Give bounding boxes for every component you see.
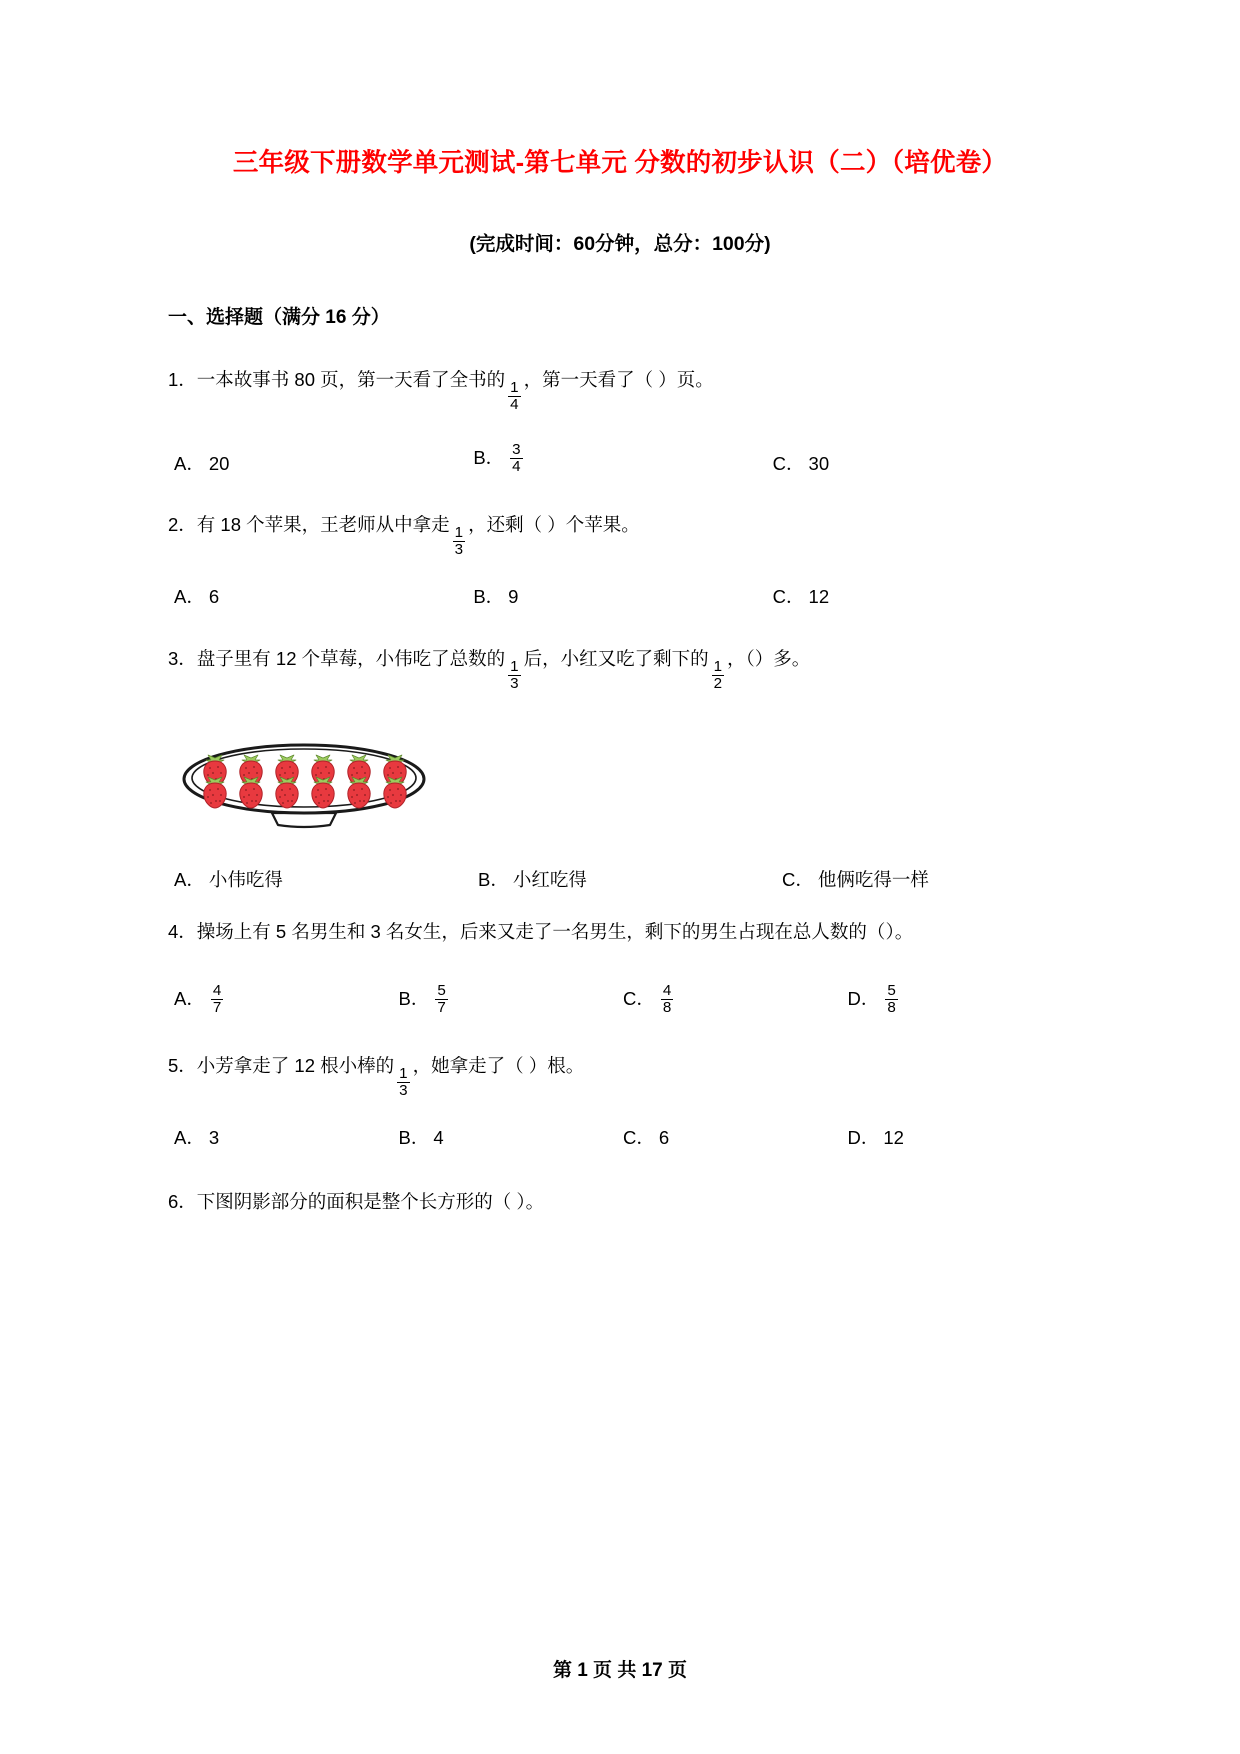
question-3-option-a[interactable]: [168, 870, 464, 890]
option-label: D．: [847, 987, 880, 1009]
fraction-numerator: 5: [887, 982, 896, 1000]
question-3-fraction-2: [712, 659, 724, 691]
option-text: 6: [208, 586, 220, 608]
fraction-numerator: 1: [454, 524, 464, 542]
strawberry: [348, 777, 370, 808]
question-3-stem-part3: ，（）多。: [727, 647, 811, 669]
option-label: B．: [478, 869, 509, 891]
option-text: 6: [658, 1127, 670, 1149]
fraction-denominator: 3: [510, 674, 519, 692]
question-3-option-b[interactable]: [464, 870, 768, 890]
question-3: [168, 608, 1072, 691]
option-label: A．: [174, 869, 205, 891]
fraction-numerator: 1: [510, 658, 519, 676]
page-title: 三年级下册数学单元测试-第七单元 分数的初步认识（二）（培优卷）: [232, 149, 1008, 177]
question-5-options: [168, 1098, 1072, 1148]
question-2-option-c[interactable]: [773, 587, 1072, 607]
page-footer: 第 1 页 共 17 页: [552, 1660, 688, 1681]
fraction-numerator: 4: [662, 982, 672, 1000]
strawberry: [240, 777, 262, 808]
option-text: 小伟吃得: [208, 869, 283, 891]
question-5-stem-part2: ，她拿走了（ ）根。: [412, 1055, 585, 1077]
question-6-stem: 6．下图阴影部分的面积是整个长方形的（ ）。: [168, 1190, 545, 1212]
option-label: A．: [174, 987, 205, 1009]
strawberry: [204, 777, 226, 808]
fraction-denominator: 4: [512, 457, 521, 475]
section-heading-choice: 一、选择题（满分 16 分）: [168, 306, 390, 328]
exam-meta-subtitle: (完成时间：60分钟，总分：100分): [469, 232, 771, 255]
option-label: B．: [398, 987, 430, 1009]
question-5: [168, 1015, 1072, 1098]
option-fraction: [661, 983, 673, 1015]
question-3-stem-part1: 3．盘子里有 12 个草莓，小伟吃了总数的: [168, 647, 506, 669]
strawberry: [384, 777, 406, 808]
option-fraction: [435, 983, 447, 1015]
fraction-denominator: 3: [454, 540, 464, 558]
option-text: 12: [808, 586, 830, 608]
option-label: B．: [473, 586, 505, 608]
option-label: C．: [772, 452, 805, 474]
question-4-option-c[interactable]: [623, 983, 848, 1015]
option-text: 3: [208, 1127, 220, 1149]
option-text: 他俩吃得一样: [817, 869, 929, 891]
question-1-options: [168, 412, 1072, 474]
question-3-stem-part2: 后，小红又吃了剩下的: [523, 647, 709, 669]
question-2-options: [168, 557, 1072, 607]
question-4-option-d[interactable]: [848, 983, 1073, 1015]
question-1-fraction: [508, 380, 520, 412]
question-4-options: [168, 953, 1072, 1015]
question-1-stem-part2: ，第一天看了（ ）页。: [523, 368, 714, 390]
fraction-numerator: 3: [512, 441, 521, 459]
question-2-stem-part2: ，还剩（ ）个苹果。: [468, 514, 640, 536]
fraction-denominator: 4: [510, 395, 519, 413]
fraction-denominator: 2: [713, 674, 723, 692]
fraction-denominator: 8: [662, 998, 672, 1016]
fraction-numerator: 4: [212, 982, 222, 1000]
fraction-numerator: 1: [713, 658, 723, 676]
fraction-numerator: 5: [437, 982, 446, 1000]
fraction-denominator: 8: [887, 998, 896, 1016]
option-label: B．: [473, 446, 505, 468]
option-label: C．: [623, 1127, 655, 1149]
fraction-denominator: 7: [212, 998, 222, 1016]
question-3-fraction-1: [508, 659, 520, 691]
option-label: A．: [174, 1127, 205, 1149]
question-4-option-b[interactable]: [399, 983, 624, 1015]
question-5-option-a[interactable]: [168, 1128, 399, 1148]
question-5-option-d[interactable]: [848, 1128, 1073, 1148]
strawberry: [276, 777, 298, 808]
option-text: 4: [433, 1127, 444, 1149]
option-text: 9: [508, 586, 519, 608]
option-text: 30: [808, 452, 830, 474]
option-label: C．: [623, 987, 655, 1009]
question-1-stem: [168, 357, 1072, 412]
option-fraction: [211, 983, 223, 1015]
question-1-option-b[interactable]: [473, 442, 772, 474]
question-5-fraction: [397, 1066, 409, 1098]
question-1-option-a[interactable]: [168, 454, 473, 474]
question-2-fraction: [453, 525, 465, 557]
question-4-stem: [168, 912, 1072, 953]
fraction-numerator: 1: [399, 1065, 408, 1083]
question-5-stem-part1: 5．小芳拿走了 12 根小棒的: [168, 1055, 395, 1077]
option-label: A．: [174, 452, 205, 474]
question-3-figure: [168, 691, 1072, 834]
plate-foot: [272, 813, 336, 827]
question-6: [168, 1149, 1072, 1224]
question-3-options: [168, 834, 1072, 890]
question-2-option-b[interactable]: [473, 587, 772, 607]
fraction-denominator: 3: [399, 1081, 408, 1099]
question-5-stem: [168, 1043, 1072, 1098]
question-5-option-b[interactable]: [399, 1128, 624, 1148]
question-1-stem-part1: 1．一本故事书 80 页，第一天看了全书的: [168, 368, 506, 390]
question-3-stem: [168, 636, 1072, 691]
fraction-numerator: 1: [510, 379, 519, 397]
option-text: 20: [208, 452, 230, 474]
question-2-stem-part1: 2．有 18 个苹果，王老师从中拿走: [168, 514, 450, 536]
question-4-option-a[interactable]: [168, 983, 399, 1015]
option-label: C．: [772, 586, 805, 608]
question-4-stem-part1: 4．操场上有 5 名男生和 3 名女生，后来又走了一名男生，剩下的男生占现在总人数的（: [168, 921, 886, 943]
question-1: [168, 329, 1072, 412]
option-label: A．: [174, 586, 205, 608]
option-text: 小红吃得: [512, 869, 587, 891]
question-2: [168, 474, 1072, 557]
option-fraction: [510, 442, 522, 474]
question-2-option-a[interactable]: [168, 587, 473, 607]
fraction-denominator: 7: [437, 998, 446, 1016]
option-fraction: [885, 983, 897, 1015]
option-text: 12: [883, 1127, 904, 1149]
plate-with-strawberries-illustration: [174, 733, 434, 829]
option-label: C．: [782, 869, 814, 891]
question-4-stem-part2: ）。: [885, 921, 914, 943]
strawberry: [312, 777, 334, 808]
question-5-option-c[interactable]: [623, 1128, 848, 1148]
option-label: B．: [398, 1127, 430, 1149]
option-label: D．: [847, 1127, 880, 1149]
question-4: [168, 890, 1072, 953]
question-2-stem: [168, 502, 1072, 557]
question-3-option-c[interactable]: [768, 870, 1072, 890]
question-1-option-c[interactable]: [773, 454, 1072, 474]
